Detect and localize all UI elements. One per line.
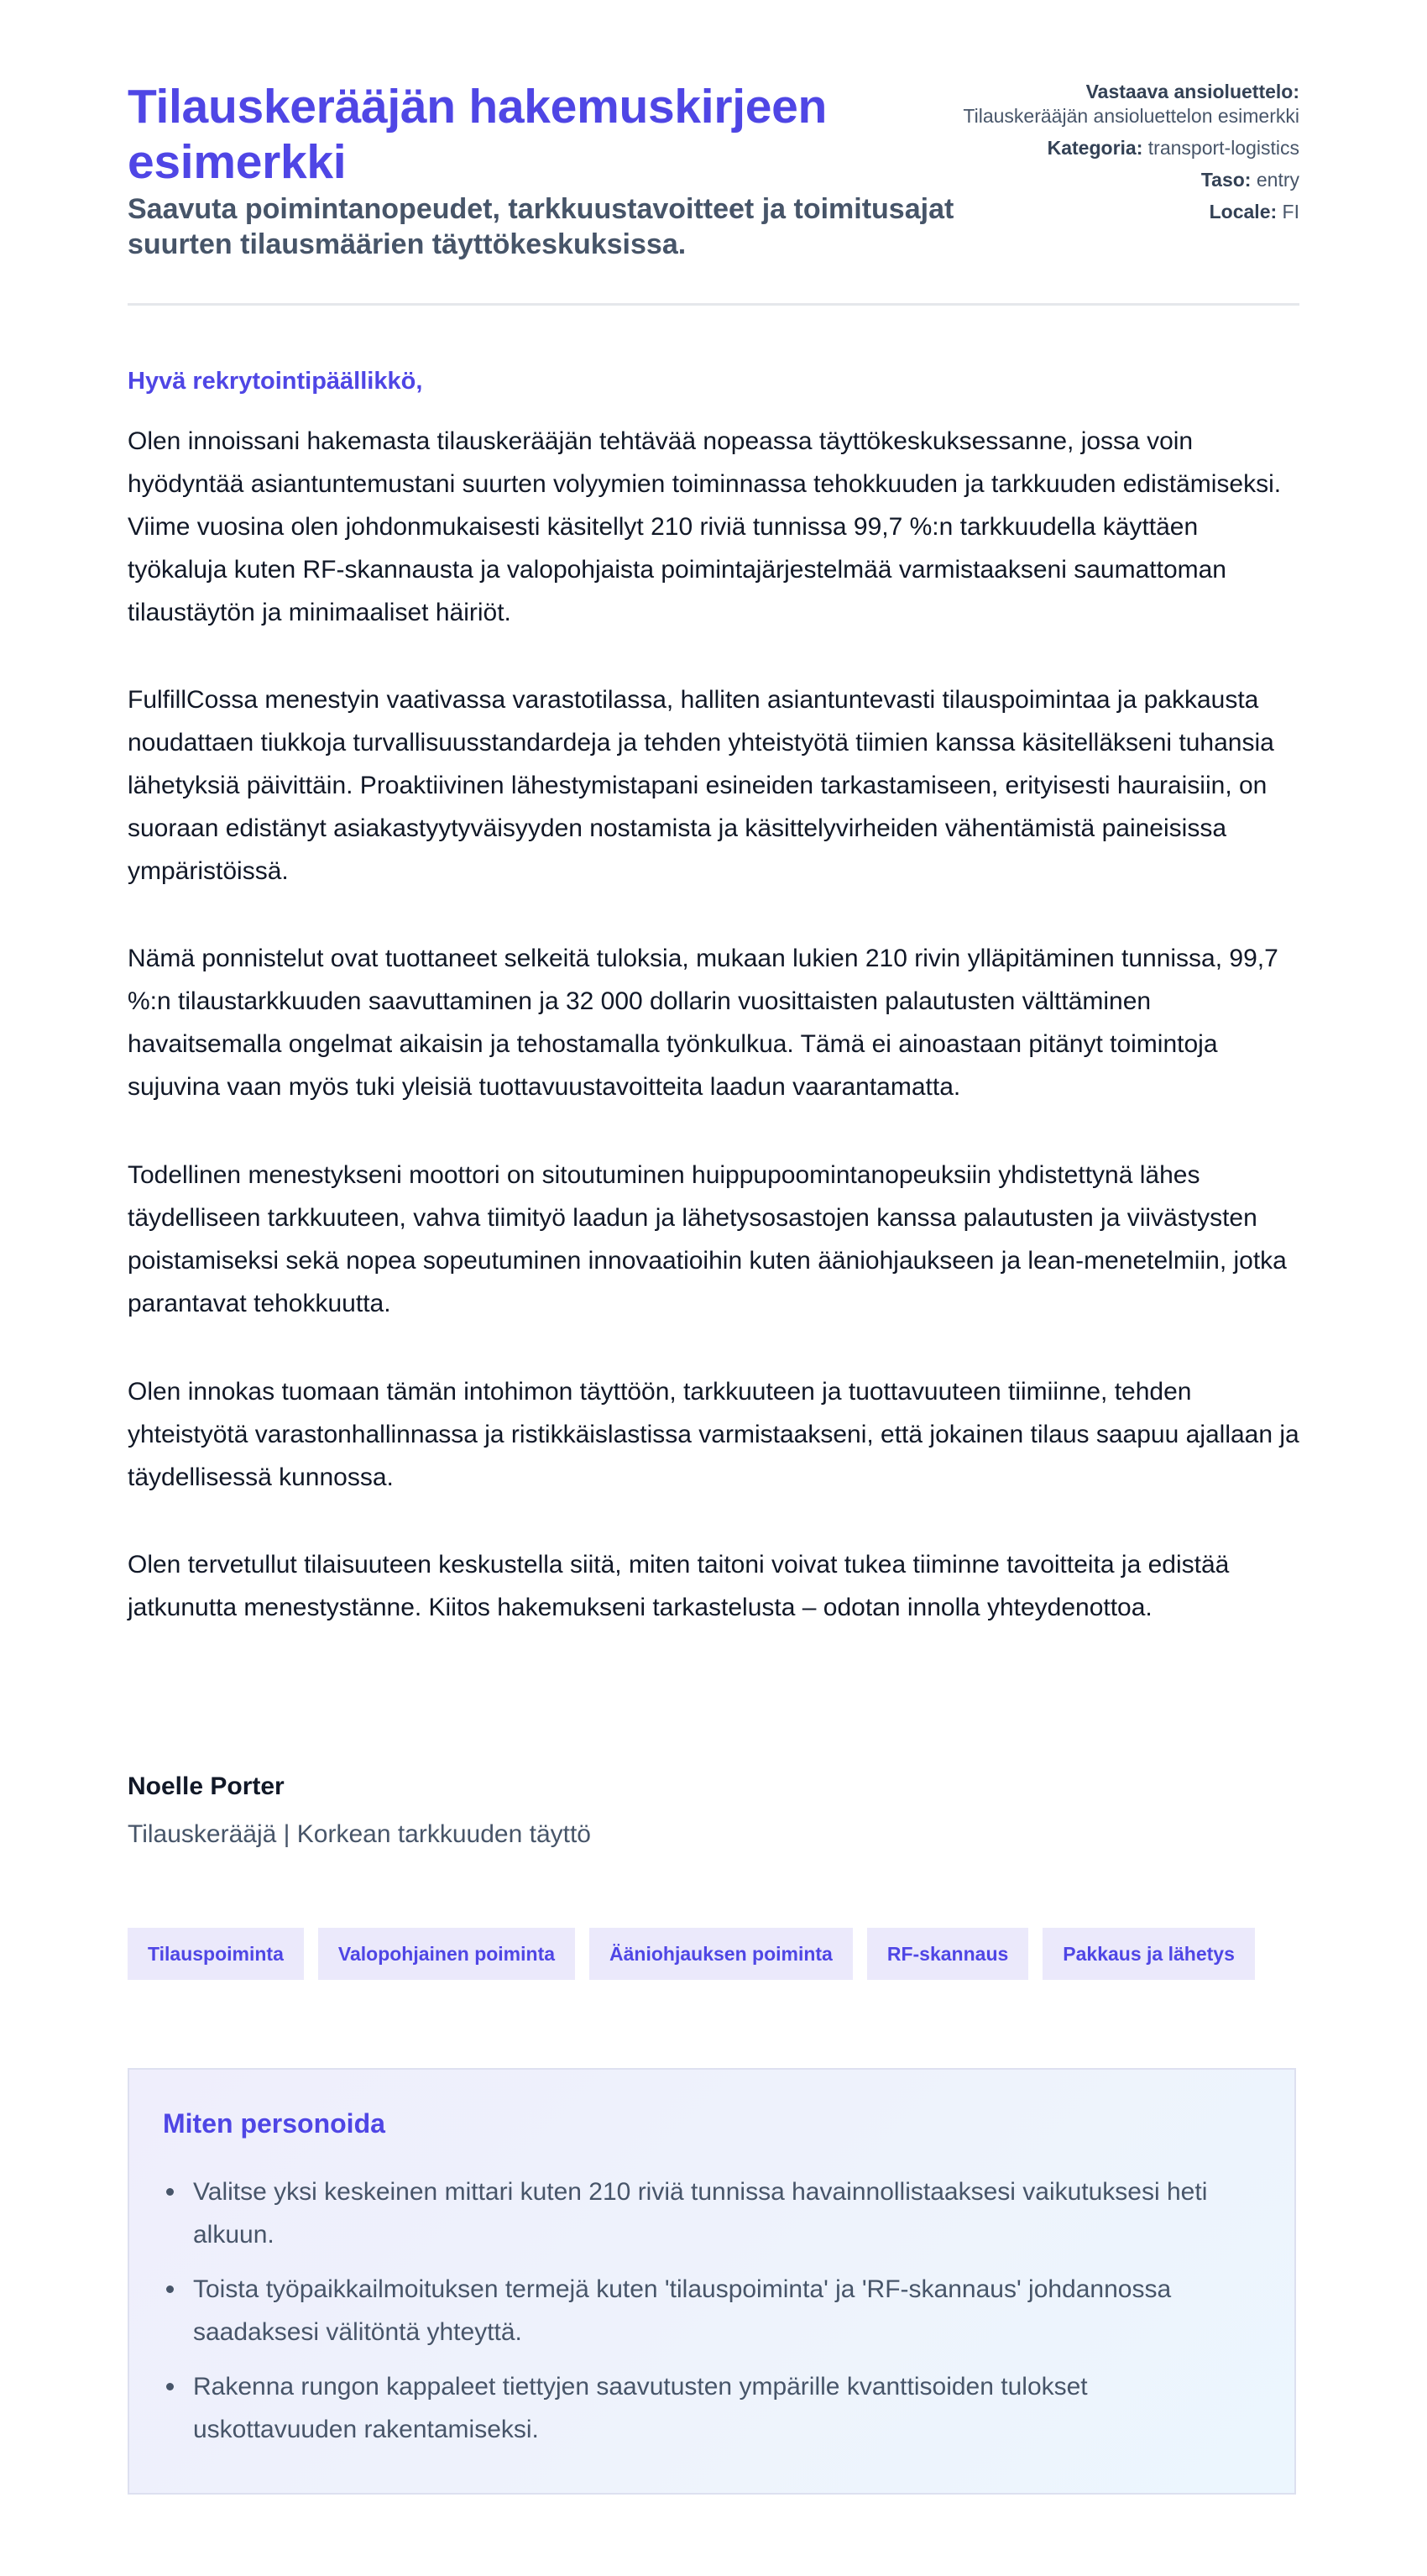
letter-paragraph: Nämä ponnistelut ovat tuottaneet selkeitä tuloksia, mukaan lukien 210 rivin ylläpitäminen tunnissa, 99,7 %:n tilaustarkkuuden saavuttaminen ja 32 000 dollarin vuosittaisten palautusten välttäminen havaitsemalla ongelmat aikaisin ja tehostamalla työnkulkua. Tämä ei ainoastaan pitänyt toimintoja sujuvina vaan myös tuki yleisiä tuottavuustavoitteita laadun vaarantamatta. xyxy=(128,945,1278,1101)
bullet-icon xyxy=(166,2285,174,2293)
signature-name: Noelle Porter xyxy=(128,1772,285,1800)
personalize-item-text: Valitse yksi keskeinen mittari kuten 210 riviä tunnissa havainnollistaaksesi vaikutuksesi heti alkuun. xyxy=(193,2178,1208,2249)
meta-level xyxy=(947,168,1299,192)
meta-related-resume-label: Vastaava ansioluettelo: xyxy=(1085,81,1299,102)
meta-category-value: transport-logistics xyxy=(1147,137,1299,159)
page-subtitle: Saavuta poimintanopeudet, tarkkuustavoitteet ja toimitusajat suurten tilausmäärien täyttökeskuksissa. xyxy=(128,193,954,260)
meta-category xyxy=(947,136,1299,160)
meta-locale-label: Locale: xyxy=(1209,201,1278,223)
signature-title: Tilauskerääjä | Korkean tarkkuuden täyttö xyxy=(128,1820,591,1848)
personalize-item xyxy=(163,2268,1254,2353)
personalize-item xyxy=(163,2170,1254,2256)
personalize-callout xyxy=(128,2068,1296,2495)
skill-tags xyxy=(128,1928,1255,1980)
page-header xyxy=(128,0,1299,304)
skill-tag[interactable]: Valopohjainen poiminta xyxy=(318,1928,575,1980)
letter-paragraph: Olen innoissani hakemasta tilauskerääjän tehtävää nopeassa täyttökeskuksessanne, jossa voin hyödyntää asiantuntemustani suurten volyymien toiminnassa tehokkuuden ja tarkkuuden edistämiseksi. Viime vuosina olen johdonmukaisesti käsitellyt 210 riviä tunnissa 99,7 %:n tarkkuudella käyttäen työkaluja kuten RF-skannausta ja valopohjaista poimintajärjestelmää varmistaakseni saumattoman tilaustäytön ja minimaaliset häiriöt. xyxy=(128,427,1282,626)
letter-paragraph: FulfillCossa menestyin vaativassa varastotilassa, halliten asiantuntevasti tilauspoimintaa ja pakkausta noudattaen tiukkoja turvallisuusstandardeja ja tehden yhteistyötä tiimien kanssa käsitelläkseni tuhansia lähetyksiä päivittäin. Proaktiivinen lähestymistapani esineiden tarkastamiseen, erityisesti hauraisiin, on suoraan edistänyt asiakastyytyväisyyden nostamista ja käsittelyvirheiden vähentämistä paineisissa ympäristöissä. xyxy=(128,686,1274,885)
personalize-list xyxy=(163,2170,1254,2463)
meta-level-label: Taso: xyxy=(1200,169,1252,191)
meta-related-resume-link[interactable]: Tilauskerääjän ansioluettelon esimerkki xyxy=(963,105,1299,127)
letter-paragraph: Olen innokas tuomaan tämän intohimon täyttöön, tarkkuuteen ja tuottavuuteen tiimiinne, tehden yhteistyötä varastonhallinnassa ja ristikkäislastissa varmistaakseni, että jokainen tilaus saapuu ajallaan ja täydellisessä kunnossa. xyxy=(128,1378,1299,1491)
meta-locale xyxy=(947,200,1299,224)
bullet-icon xyxy=(166,2383,174,2390)
personalize-title: Miten personoida xyxy=(163,2108,385,2139)
skill-tag[interactable]: Pakkaus ja lähetys xyxy=(1043,1928,1255,1980)
meta-category-label: Kategoria: xyxy=(1047,137,1143,159)
header-divider xyxy=(128,303,1299,306)
bullet-icon xyxy=(166,2188,174,2196)
salutation: Hyvä rekrytointipäällikkö, xyxy=(128,368,423,395)
personalize-item-text: Rakenna rungon kappaleet tiettyjen saavutusten ympärille kvanttisoiden tulokset uskottavuuden rakentamiseksi. xyxy=(193,2373,1088,2443)
skill-tag[interactable]: RF-skannaus xyxy=(867,1928,1028,1980)
meta-panel xyxy=(947,80,1299,232)
cover-letter-page xyxy=(128,0,1299,2443)
letter-paragraph: Olen tervetullut tilaisuuteen keskustella siitä, miten taitoni voivat tukea tiiminne tavoitteita ja edistää jatkunutta menestystänne. Kiitos hakemukseni tarkastelusta – odotan innolla yhteydenottoa. xyxy=(128,1551,1230,1621)
personalize-item-text: Toista työpaikkailmoituksen termejä kuten 'tilauspoiminta' ja 'RF-skannaus' johdannossa saadaksesi välitöntä yhteyttä. xyxy=(193,2275,1172,2346)
skill-tag[interactable]: Tilauspoiminta xyxy=(128,1928,304,1980)
personalize-item xyxy=(163,2365,1254,2451)
meta-locale-value: FI xyxy=(1282,201,1299,223)
page-title: Tilauskerääjän hakemuskirjeen esimerkki xyxy=(128,80,828,189)
letter-paragraph: Todellinen menestykseni moottori on sitoutuminen huippupoomintanopeuksiin yhdistettynä lähes täydelliseen tarkkuuteen, vahva tiimityö laadun ja lähetysosastojen kanssa palautusten ja viivästysten poistamiseksi sekä nopea sopeutuminen innovaatioihin kuten ääniohjaukseen ja lean-menetelmiin, jotka parantavat tehokkuutta. xyxy=(128,1161,1287,1317)
meta-level-value: entry xyxy=(1256,169,1299,191)
meta-related-resume xyxy=(947,80,1299,128)
skill-tag[interactable]: Ääniohjauksen poiminta xyxy=(589,1928,853,1980)
